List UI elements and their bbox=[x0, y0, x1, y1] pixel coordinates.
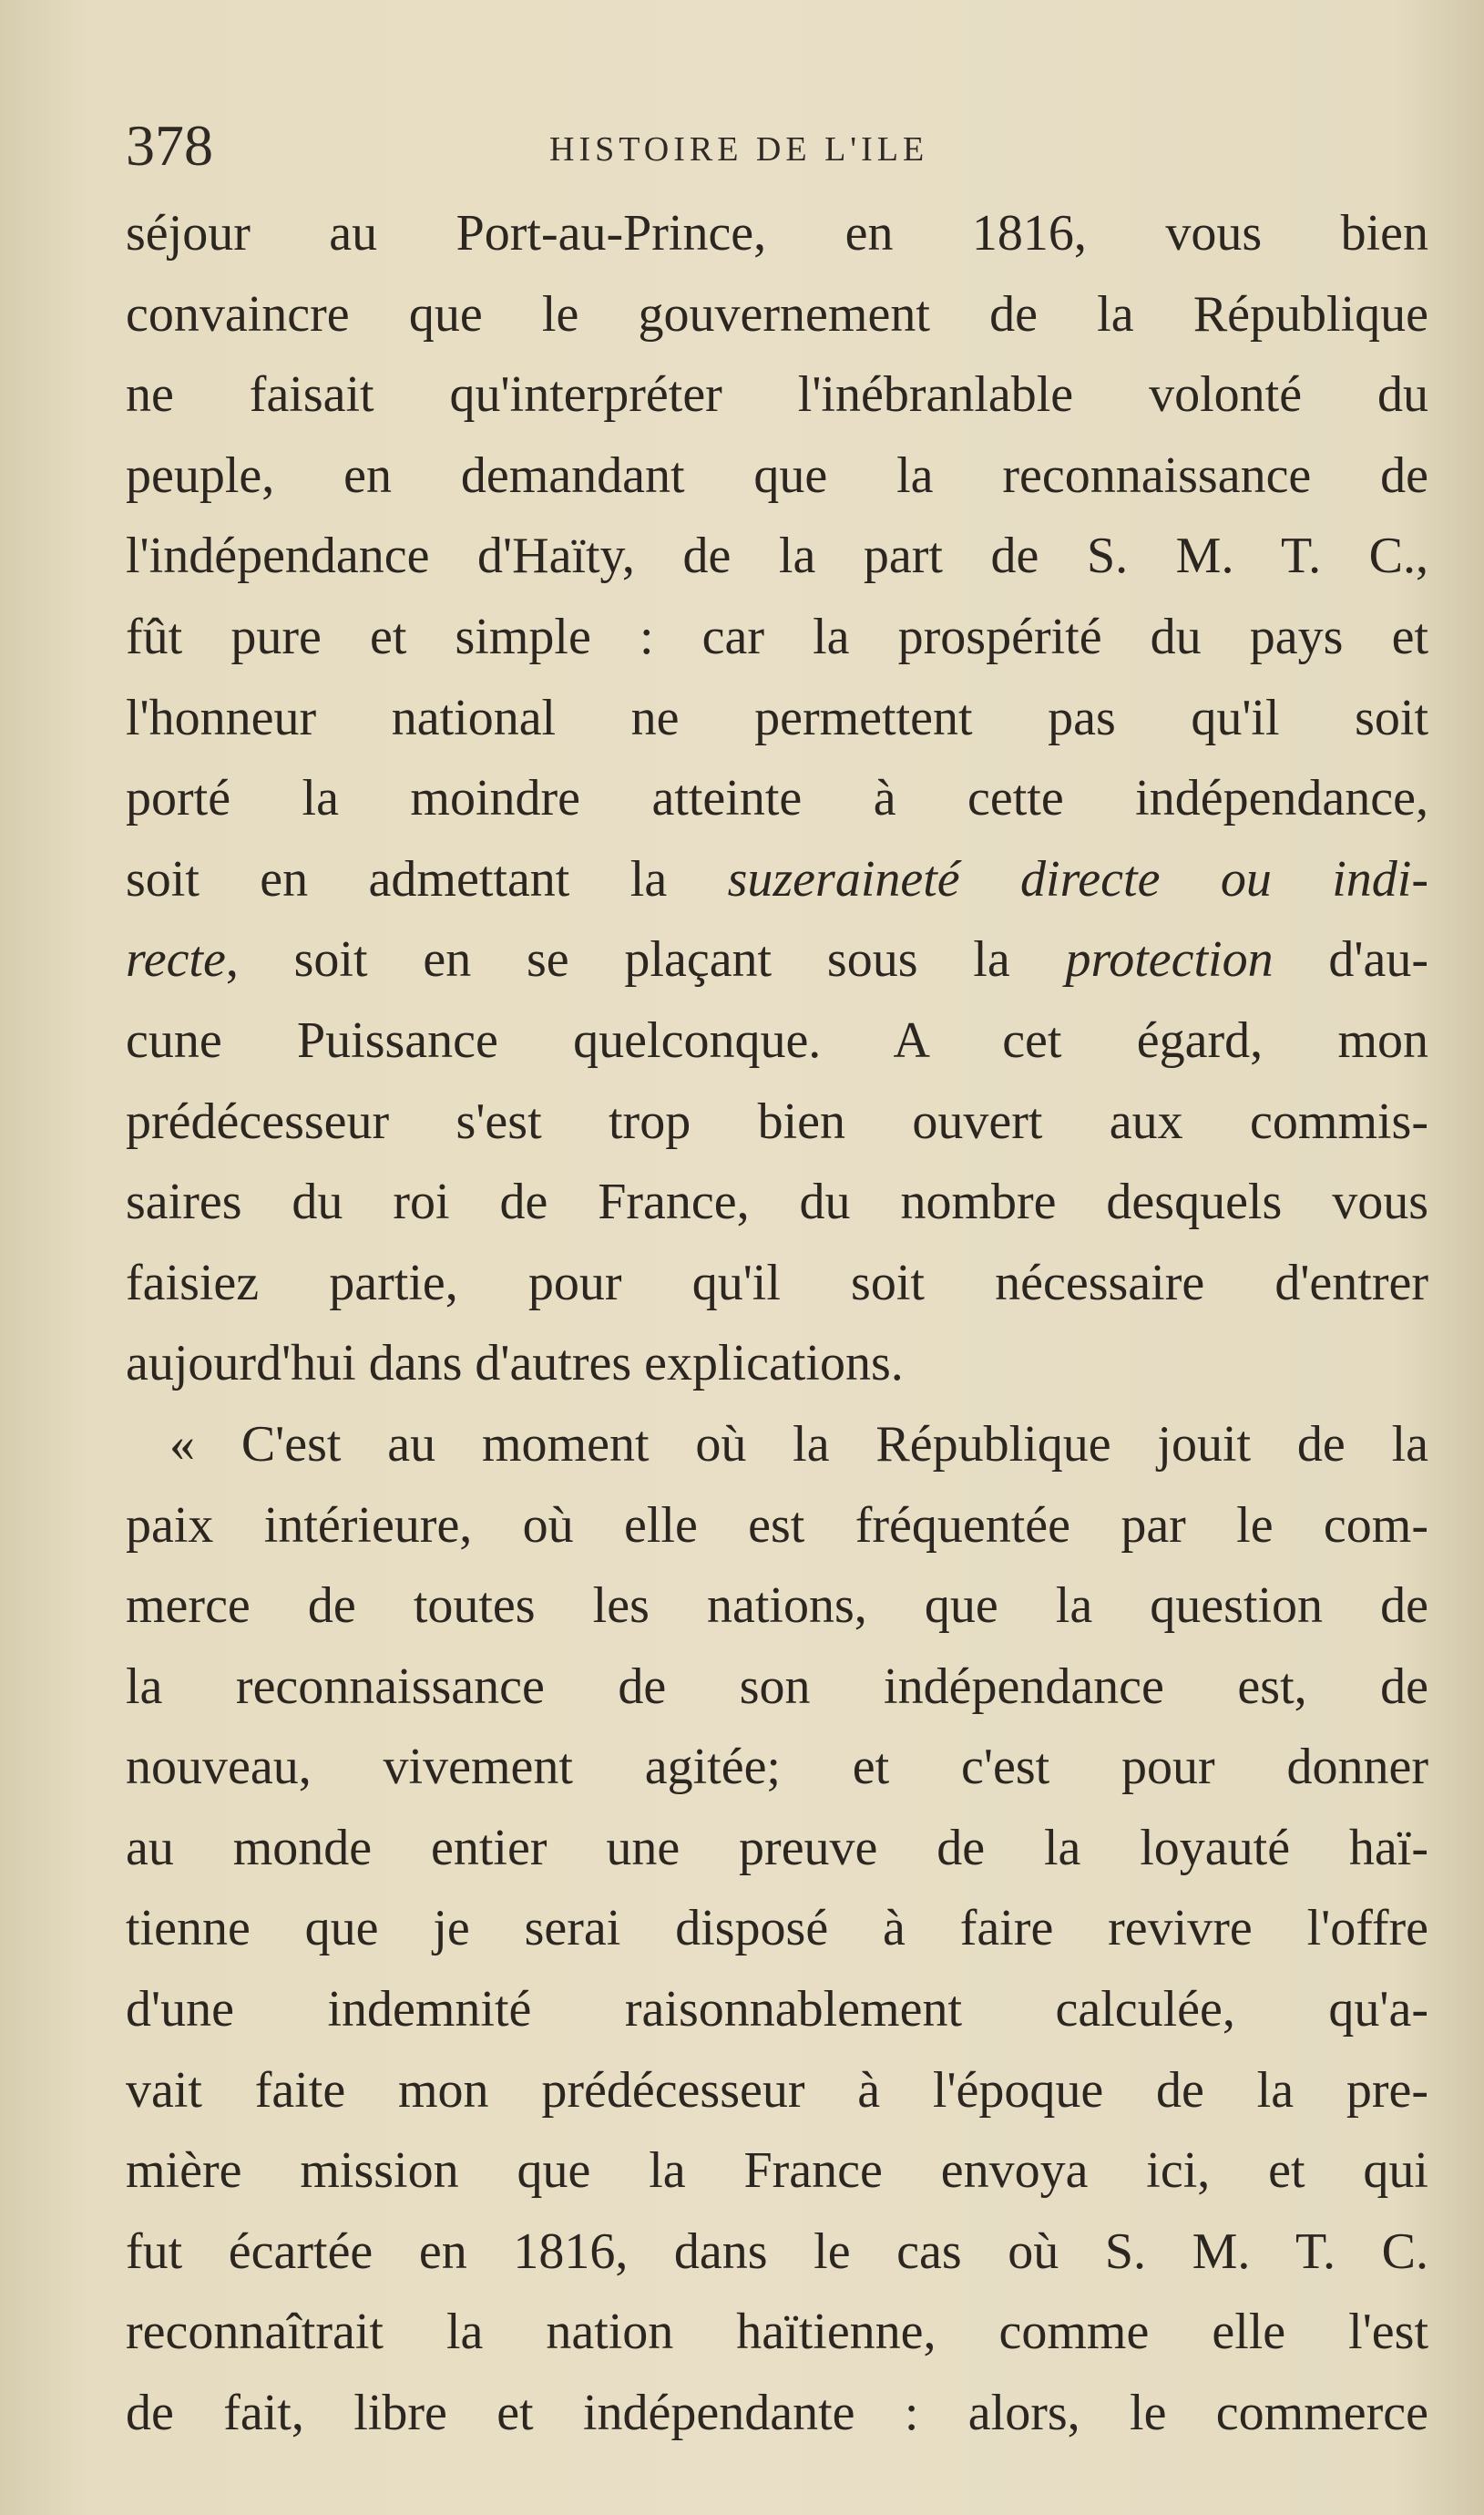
running-head: HISTOIRE DE L'ILE bbox=[549, 130, 929, 169]
text-line: peuple, en demandant que la reconnaissance de bbox=[126, 447, 1428, 504]
italic-text: protection bbox=[1065, 931, 1274, 989]
text-line: saires du roi de France, du nombre desquels vous bbox=[126, 1174, 1428, 1231]
text-line: d'une indemnité raisonnablement calculée, qu'a- bbox=[126, 1981, 1428, 2038]
text-line: soit en admettant la suzeraineté directe ou indi- bbox=[126, 850, 1428, 908]
paragraph-start-line: « C'est au moment où la République jouit de la bbox=[169, 1415, 1428, 1473]
text-line: convaincre que le gouvernement de la République bbox=[126, 285, 1428, 343]
text-line: ne faisait qu'interpréter l'inébranlable volonté du bbox=[126, 366, 1428, 424]
text-line: séjour au Port-au-Prince, en 1816, vous bien bbox=[126, 205, 1428, 262]
text-line: reconnaîtrait la nation haïtienne, comme elle l'est bbox=[126, 2304, 1428, 2361]
text-line: recte, soit en se plaçant sous la protection d'au- bbox=[126, 931, 1428, 989]
text-line: porté la moindre atteinte à cette indépendance, bbox=[126, 770, 1428, 827]
text-line: l'honneur national ne permettent pas qu'il soit bbox=[126, 689, 1428, 746]
text-line: fût pure et simple : car la prospérité du pays et bbox=[126, 608, 1428, 665]
text-line: la reconnaissance de son indépendance est, de bbox=[126, 1658, 1428, 1715]
text-line: merce de toutes les nations, que la question de bbox=[126, 1577, 1428, 1635]
text-line: mière mission que la France envoya ici, et qui bbox=[126, 2142, 1428, 2200]
text-line: paix intérieure, où elle est fréquentée par le com- bbox=[126, 1496, 1428, 1554]
page-number: 378 bbox=[126, 113, 213, 178]
text-line: prédécesseur s'est trop bien ouvert aux commis- bbox=[126, 1093, 1428, 1150]
text-line: fut écartée en 1816, dans le cas où S. M. T. C. bbox=[126, 2222, 1428, 2280]
text-line: de fait, libre et indépendante : alors, le commerce bbox=[126, 2385, 1428, 2442]
text-line: vait faite mon prédécesseur à l'époque de la pre- bbox=[126, 2061, 1428, 2119]
text-line: faisiez partie, pour qu'il soit nécessaire d'entrer bbox=[126, 1254, 1428, 1311]
text-line: nouveau, vivement agitée; et c'est pour donner bbox=[126, 1739, 1428, 1796]
text-line: au monde entier une preuve de la loyauté haï- bbox=[126, 1819, 1428, 1876]
italic-text: suzeraineté directe ou indi- bbox=[727, 850, 1428, 908]
text-line: cune Puissance quelconque. A cet égard, mon bbox=[126, 1011, 1428, 1069]
paragraph-end-line: aujourd'hui dans d'autres explications. bbox=[126, 1335, 904, 1392]
body-text bbox=[126, 193, 1428, 2454]
text-line: l'indépendance d'Haïty, de la part de S. M. T. C., bbox=[126, 528, 1428, 585]
text-line: tienne que je serai disposé à faire revivre l'offre bbox=[126, 1900, 1428, 1957]
page-header bbox=[126, 109, 1428, 191]
italic-text: recte bbox=[126, 931, 226, 989]
